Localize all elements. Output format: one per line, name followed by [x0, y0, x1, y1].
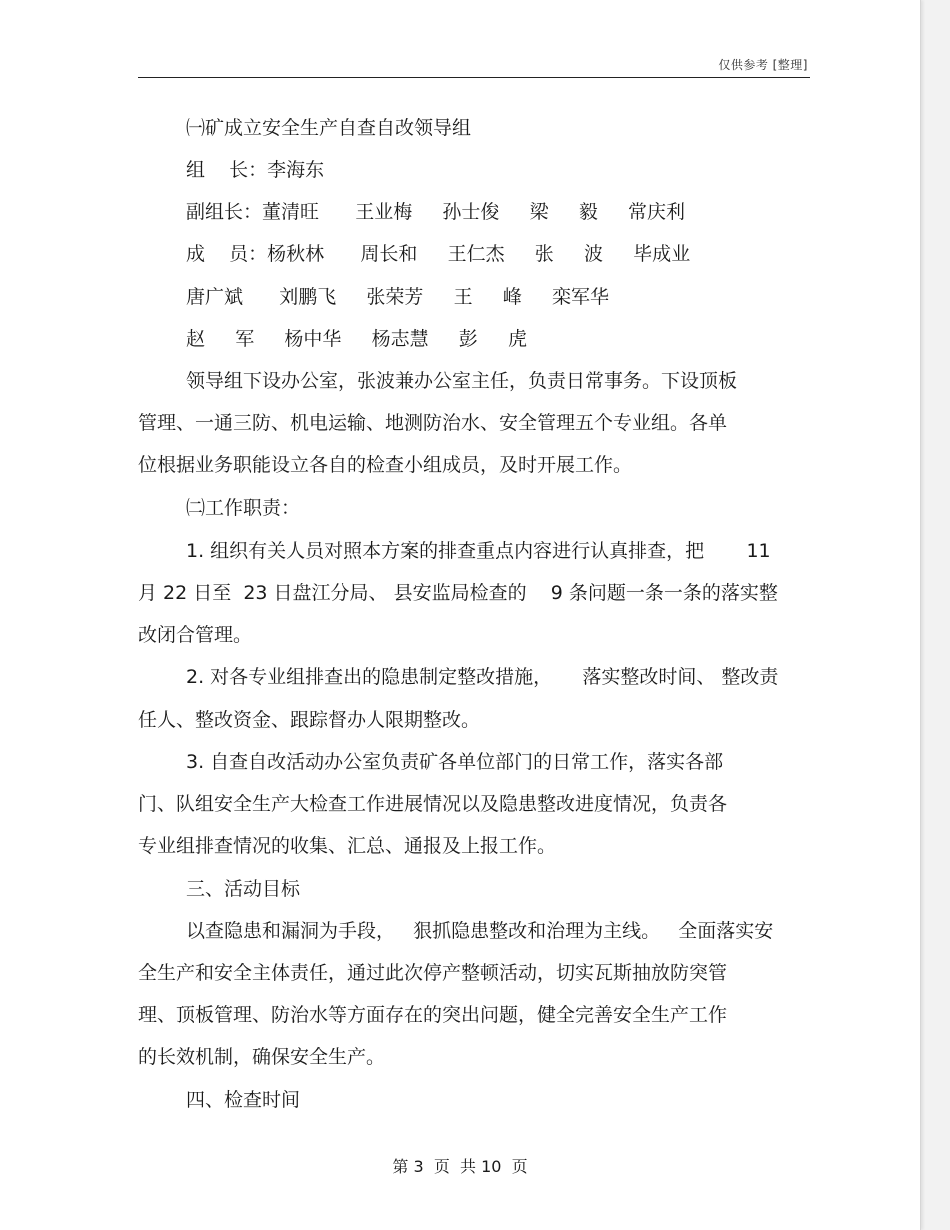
goals-line-4: 的长效机制，确保安全生产。 [138, 1046, 386, 1068]
goals-line-1: 以查隐患和漏洞为手段， 狠抓隐患整改和治理为主线。 全面落实安 [186, 920, 774, 942]
header-note: 仅供参考 [整理] [718, 58, 808, 72]
goals-line-2: 全生产和安全主体责任，通过此次停产整顿活动，切实瓦斯抽放防突管 [138, 962, 728, 984]
duty-2-line-1: 2. 对各专业组排查出的隐患制定整改措施， 落实整改时间、 整改责 [186, 666, 779, 688]
paragraph-office-line-2: 管理、一通三防、机电运输、地测防治水、安全管理五个专业组。各单 [138, 412, 728, 434]
members-line-3: 赵 军 杨中华 杨志慧 彭 虎 [186, 328, 527, 350]
paragraph-office-line-1: 领导组下设办公室，张波兼办公室主任，负责日常事务。下设顶板 [186, 370, 738, 392]
members-line-1: 成 员：杨秋林 周长和 王仁杰 张 波 毕成业 [186, 243, 691, 265]
duty-3-line-2: 门、队组安全生产大检查工作进展情况以及隐患整改进度情况，负责各 [138, 793, 728, 815]
heading-activity-goals: 三、活动目标 [186, 878, 301, 900]
heading-leadership-group: ㈠矿成立安全生产自查自改领导组 [186, 117, 472, 139]
group-leader-line: 组 长：李海东 [186, 159, 325, 181]
page-number: 第 3 页 共 10 页 [392, 1157, 528, 1176]
members-line-2: 唐广斌 刘鹏飞 张荣芳 王 峰 栾军华 [186, 286, 610, 308]
duty-2-line-2: 任人、整改资金、跟踪督办人限期整改。 [138, 709, 481, 731]
heading-duties: ㈡工作职责： [186, 497, 301, 519]
header-divider [138, 77, 810, 78]
goals-line-3: 理、顶板管理、防治水等方面存在的突出问题，健全完善安全生产工作 [138, 1004, 728, 1026]
duty-1-line-1: 1. 组织有关人员对照本方案的排查重点内容进行认真排查，把 11 [186, 540, 771, 562]
heading-inspection-time: 四、检查时间 [186, 1089, 301, 1111]
duty-3-line-1: 3. 自查自改活动办公室负责矿各单位部门的日常工作，落实各部 [186, 751, 724, 773]
duty-1-line-2: 月 22 日至 23 日盘江分局、 县安监局检查的 9 条问题一条一条的落实整 [138, 582, 778, 604]
duty-1-line-3: 改闭合管理。 [138, 624, 253, 646]
duty-3-line-3: 专业组排查情况的收集、汇总、通报及上报工作。 [138, 835, 557, 857]
deputy-leaders-line: 副组长：董清旺 王业梅 孙士俊 梁 毅 常庆利 [186, 201, 686, 223]
paragraph-office-line-3: 位根据业务职能设立各自的检查小组成员，及时开展工作。 [138, 454, 633, 476]
